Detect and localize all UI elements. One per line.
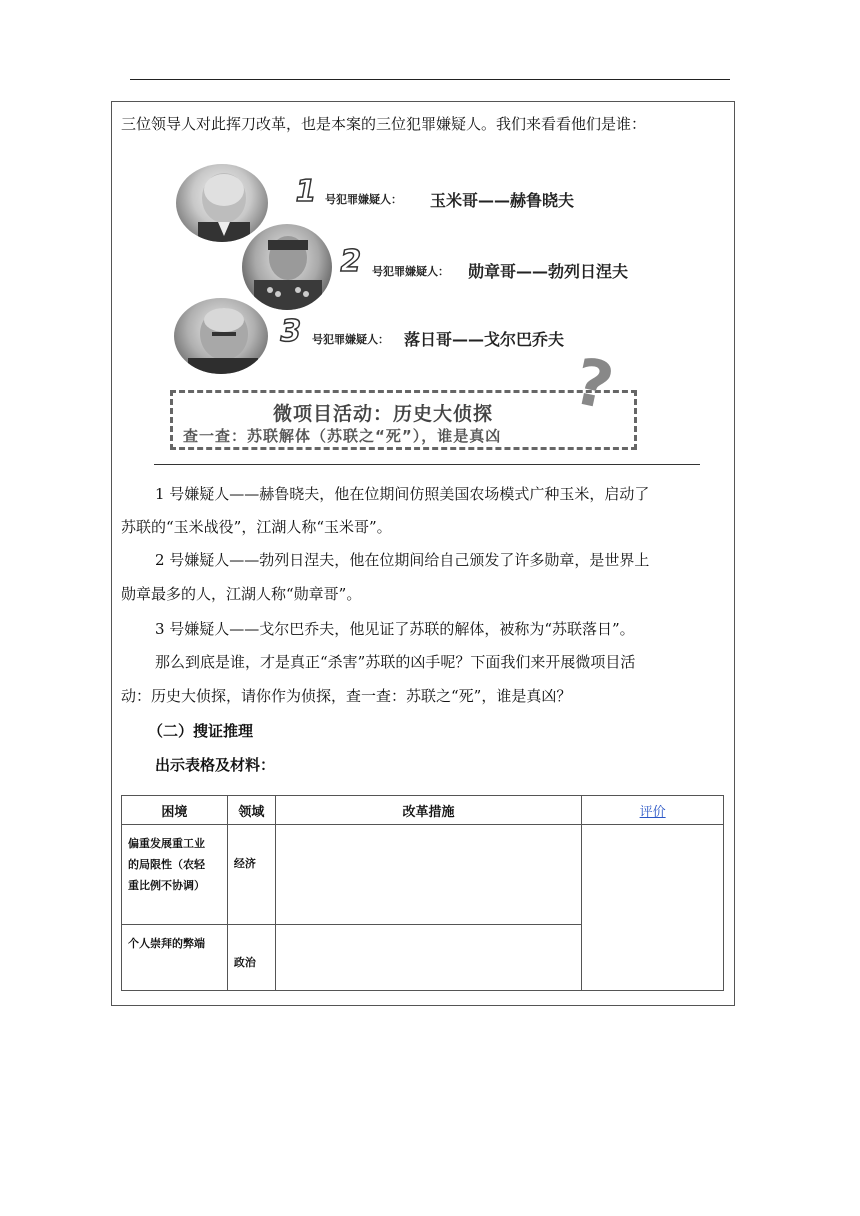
header-dilemma: 困境 — [122, 796, 228, 825]
paragraph-4-line-2: 动：历史大侦探，请你作为侦探，查一查：苏联之“死”，谁是真凶？ — [121, 687, 572, 705]
evaluation-cell[interactable] — [582, 825, 724, 991]
section-heading: （二）搜证推理 — [148, 722, 254, 740]
suspect-label-2: 号犯罪嫌疑人： — [372, 265, 449, 278]
suspect-name-1: 玉米哥——赫鲁晓夫 — [430, 191, 575, 210]
evaluation-link[interactable]: 评价 — [639, 804, 666, 820]
dilemma-line: 的局限性（农轻 — [128, 858, 205, 871]
header-evaluation — [582, 796, 724, 825]
question-mark-icon: ? — [567, 344, 620, 426]
show-materials-line: 出示表格及材料： — [155, 756, 276, 774]
activity-box — [170, 390, 637, 450]
field-economy: 经济 — [233, 857, 256, 870]
suspect-name-3: 落日哥——戈尔巴乔夫 — [404, 330, 565, 349]
dilemma-cell — [122, 925, 228, 991]
suspect-number-3: 3 — [276, 314, 304, 349]
suspect-name-2: 勋章哥——勃列日涅夫 — [468, 262, 629, 281]
suspects-illustration — [150, 150, 710, 460]
field-cell — [227, 925, 275, 991]
dilemma-line: 偏重发展重工业 — [128, 837, 205, 850]
paragraph-4-line-1: 那么到底是谁，才是真正“杀害”苏联的凶手呢？下面我们来开展微项目活 — [155, 653, 636, 671]
intro-line: 三位领导人对此挥刀改革，也是本案的三位犯罪嫌疑人。我们来看看他们是谁： — [121, 115, 647, 133]
measures-cell[interactable] — [275, 825, 581, 925]
suspect-number-2: 2 — [336, 244, 364, 279]
field-cell — [227, 825, 275, 925]
suspect-label-3: 号犯罪嫌疑人： — [312, 333, 389, 346]
header-rule — [130, 79, 730, 80]
dilemma-line: 重比例不协调） — [128, 879, 205, 892]
activity-title: 微项目活动：历史大侦探 — [273, 403, 494, 425]
paragraph-1-line-1: 1 号嫌疑人——赫鲁晓夫，他在位期间仿照美国农场模式广种玉米，启动了 — [155, 485, 650, 503]
portrait-gorbachev — [174, 298, 268, 374]
measures-cell[interactable] — [275, 925, 581, 991]
header-measures: 改革措施 — [275, 796, 581, 825]
portrait-brezhnev — [242, 224, 332, 310]
portrait-khrushchev — [176, 164, 268, 242]
dilemma-line: 个人崇拜的弊端 — [128, 937, 205, 950]
reform-table — [121, 795, 724, 991]
activity-subtitle: 查一查：苏联解体（苏联之“死”），谁是真凶 — [183, 427, 502, 445]
paragraph-2-line-2: 勋章最多的人，江湖人称“勋章哥”。 — [121, 585, 362, 603]
header-field: 领域 — [227, 796, 275, 825]
field-politics: 政治 — [233, 956, 256, 969]
table-row — [122, 825, 724, 925]
suspect-label-1: 号犯罪嫌疑人： — [325, 193, 402, 206]
paragraph-1-line-2: 苏联的“玉米战役”，江湖人称“玉米哥”。 — [121, 518, 392, 536]
paragraph-2-line-1: 2 号嫌疑人——勃列日涅夫，他在位期间给自己颁发了许多勋章，是世界上 — [155, 551, 650, 569]
suspect-number-1: 1 — [291, 174, 319, 209]
dilemma-cell — [122, 825, 228, 925]
paragraph-3: 3 号嫌疑人——戈尔巴乔夫，他见证了苏联的解体，被称为“苏联落日”。 — [155, 620, 635, 638]
illustration-rule — [154, 464, 700, 465]
